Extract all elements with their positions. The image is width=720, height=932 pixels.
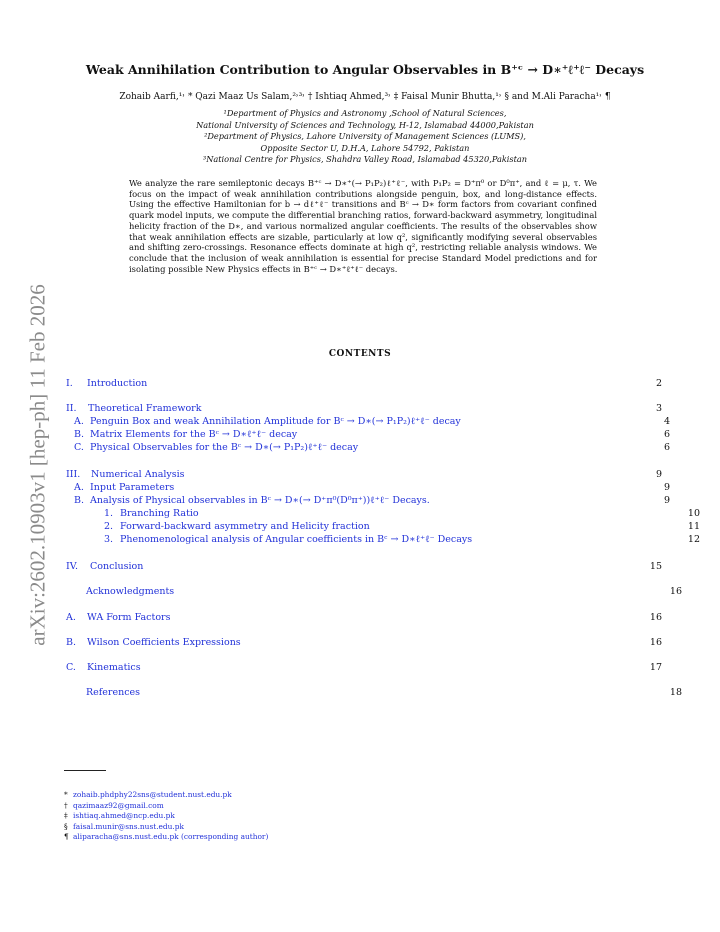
footnote-item bbox=[64, 790, 268, 801]
footnotes bbox=[64, 790, 268, 843]
contents-heading: CONTENTS bbox=[328, 349, 392, 359]
toc-page: 9 bbox=[663, 482, 670, 493]
toc-entry-physical-observables[interactable] bbox=[66, 442, 670, 455]
affiliation-line: Opposite Sector U, D.H.A, Lahore 54792, Pakistan bbox=[260, 142, 470, 153]
toc-page: 2 bbox=[655, 378, 662, 389]
footnote-email-link[interactable]: faisal.munir@sns.nust.edu.pk bbox=[73, 821, 184, 831]
toc-entry-wilson-coefficients[interactable] bbox=[66, 637, 662, 650]
footnote-mark: ‡ bbox=[64, 811, 68, 820]
toc-entry-kinematics[interactable] bbox=[66, 662, 662, 675]
toc-entry-numerical-analysis[interactable] bbox=[66, 469, 662, 482]
toc-number: C. bbox=[74, 442, 84, 453]
arxiv-identifier: arXiv:2602.10903v1 [hep-ph] 11 Feb 2026 bbox=[25, 284, 50, 646]
toc-label: Introduction bbox=[87, 378, 148, 389]
author-list: Zohaib Aarfi,¹˒ * Qazi Maaz Us Salam,²˒³˒ † Ishtiaq Ahmed,³˒ ‡ Faisal Munir Bhutta,¹˒ § and M.Ali Paracha¹˒ ¶ bbox=[119, 92, 611, 102]
footnote-item bbox=[64, 811, 268, 822]
toc-page: 16 bbox=[649, 637, 662, 648]
footnote-item bbox=[64, 832, 268, 843]
footnote-mark: † bbox=[64, 800, 68, 810]
toc-page: 3 bbox=[655, 403, 662, 414]
footnote-email-link[interactable]: zohaib.phdphy22sns@student.nust.edu.pk bbox=[73, 790, 232, 799]
toc-number: III. bbox=[66, 469, 81, 480]
toc-label: Forward-backward asymmetry and Helicity fraction bbox=[120, 521, 370, 532]
toc-label: WA Form Factors bbox=[87, 612, 171, 623]
toc-page: 6 bbox=[663, 429, 670, 440]
toc-number: A. bbox=[74, 416, 84, 427]
toc-page: 15 bbox=[649, 561, 662, 572]
toc-page: 6 bbox=[663, 442, 670, 453]
toc-entry-branching-ratio[interactable] bbox=[66, 508, 700, 521]
toc-entry-input-parameters[interactable] bbox=[66, 482, 670, 495]
toc-entry-penguin-box[interactable] bbox=[66, 416, 670, 429]
toc-number: C. bbox=[66, 662, 76, 673]
toc-page: 9 bbox=[655, 469, 662, 480]
toc-label: Kinematics bbox=[87, 662, 141, 673]
toc-page: 16 bbox=[649, 612, 662, 623]
toc-page: 16 bbox=[669, 586, 682, 597]
toc-label: Theoretical Framework bbox=[88, 403, 202, 414]
toc-page: 17 bbox=[649, 662, 662, 673]
affiliation-line: ²Department of Physics, Lahore University of Management Sciences (LUMS), bbox=[204, 131, 526, 142]
toc-label: Wilson Coefficients Expressions bbox=[87, 637, 241, 648]
toc-page: 18 bbox=[669, 687, 682, 698]
toc-number: I. bbox=[66, 378, 73, 389]
footnote-rule bbox=[64, 770, 106, 771]
toc-entry-analysis-observables[interactable] bbox=[66, 495, 670, 508]
toc-entry-references[interactable] bbox=[66, 687, 682, 700]
toc-number: 3. bbox=[104, 534, 114, 545]
toc-number: A. bbox=[74, 482, 84, 493]
toc-label: Acknowledgments bbox=[86, 586, 175, 597]
affiliation-line: ¹Department of Physics and Astronomy ,School of Natural Sciences, bbox=[223, 108, 507, 118]
toc-entry-conclusion[interactable] bbox=[66, 561, 662, 574]
toc-page: 12 bbox=[687, 534, 700, 545]
toc-number: II. bbox=[66, 403, 77, 414]
toc-entry-wa-form-factors[interactable] bbox=[66, 612, 662, 625]
footnote-mark: * bbox=[64, 790, 68, 799]
footnote-mark: § bbox=[64, 821, 68, 831]
abstract: We analyze the rare semileptonic decays B⁺ᶜ → D∗⁺(→ P₁P₂)ℓ⁺ℓ⁻, with P₁P₂ = D⁺π⁰ or D⁰π⁺, and ℓ = μ, τ. We focus on the impact of weak annihilation contributions alongside penguin, box, and long-distance effects. Using the effective Hamiltonian for b → dℓ⁺ℓ⁻ transitions and Bᶜ → D∗ form factors from covariant confined quark model inputs, we compute the differential branching ratios, forward-backward asymmetry, longitudinal helicity fraction of the D∗, and various normalized angular coefficients. The results of the observables show that weak annihilation effects are sizable, particularly at low q², significantly modifying several observables and shifting zero-crossings. Resonance effects dominate at high q², restricting reliable analysis windows. We conclude that the inclusion of weak annihilation is essential for precise Standard Model predictions and for isolating possible New Physics effects in B⁺ᶜ → D∗⁺ℓ⁺ℓ⁻ decays. bbox=[129, 178, 597, 274]
toc-page: 11 bbox=[687, 521, 700, 532]
toc-entry-angular-coefficients[interactable] bbox=[66, 534, 700, 547]
toc-number: B. bbox=[66, 637, 77, 648]
toc-entry-theoretical-framework[interactable] bbox=[66, 403, 662, 416]
toc-label: Numerical Analysis bbox=[91, 469, 185, 480]
toc-number: A. bbox=[66, 612, 76, 623]
toc-entry-introduction[interactable] bbox=[66, 378, 662, 391]
toc-label: Conclusion bbox=[90, 561, 144, 572]
toc-entry-acknowledgments[interactable] bbox=[66, 586, 682, 599]
footnote-email-link[interactable]: ishtiaq.ahmed@ncp.edu.pk bbox=[73, 811, 175, 820]
toc-number: IV. bbox=[66, 561, 78, 572]
toc-label: Branching Ratio bbox=[120, 508, 199, 519]
footnote-mark: ¶ bbox=[64, 832, 69, 841]
footnote-item bbox=[64, 801, 268, 812]
toc-number: 1. bbox=[104, 508, 114, 519]
footnote-email-link[interactable]: qazimaaz92@gmail.com bbox=[73, 800, 164, 810]
toc-label: Physical Observables for the Bᶜ → D∗(→ P₁P₂)ℓ⁺ℓ⁻ decay bbox=[90, 442, 359, 453]
toc-page: 9 bbox=[663, 495, 670, 506]
toc-label: Matrix Elements for the Bᶜ → D∗ℓ⁺ℓ⁻ decay bbox=[90, 429, 298, 440]
toc-number: B. bbox=[74, 495, 85, 506]
toc-number: 2. bbox=[104, 521, 114, 532]
toc-label: Phenomenological analysis of Angular coefficients in Bᶜ → D∗ℓ⁺ℓ⁻ Decays bbox=[120, 534, 473, 545]
toc-label: Input Parameters bbox=[90, 482, 175, 493]
toc-number: B. bbox=[74, 429, 85, 440]
toc-entry-fb-asymmetry[interactable] bbox=[66, 521, 700, 534]
affiliation-line: National University of Sciences and Technology, H-12, Islamabad 44000,Pakistan bbox=[196, 119, 534, 130]
toc-label: Penguin Box and weak Annihilation Amplitude for Bᶜ → D∗(→ P₁P₂)ℓ⁺ℓ⁻ decay bbox=[90, 416, 461, 427]
footnote-item bbox=[64, 822, 268, 833]
toc-entry-matrix-elements[interactable] bbox=[66, 429, 670, 442]
paper-title: Weak Annihilation Contribution to Angular Observables in B⁺ᶜ → D∗⁺ℓ⁺ℓ⁻ Decays bbox=[85, 62, 645, 77]
toc-label: Analysis of Physical observables in Bᶜ → D∗(→ D⁺π⁰(D⁰π⁺))ℓ⁺ℓ⁻ Decays. bbox=[90, 495, 430, 506]
toc-label: References bbox=[86, 687, 141, 698]
affiliation-line: ³National Centre for Physics, Shahdra Valley Road, Islamabad 45320,Pakistan bbox=[202, 154, 528, 165]
footnote-email-link[interactable]: aliparacha@sns.nust.edu.pk (corresponding author) bbox=[73, 832, 269, 841]
toc-page: 4 bbox=[663, 416, 670, 427]
toc-page: 10 bbox=[687, 508, 700, 519]
